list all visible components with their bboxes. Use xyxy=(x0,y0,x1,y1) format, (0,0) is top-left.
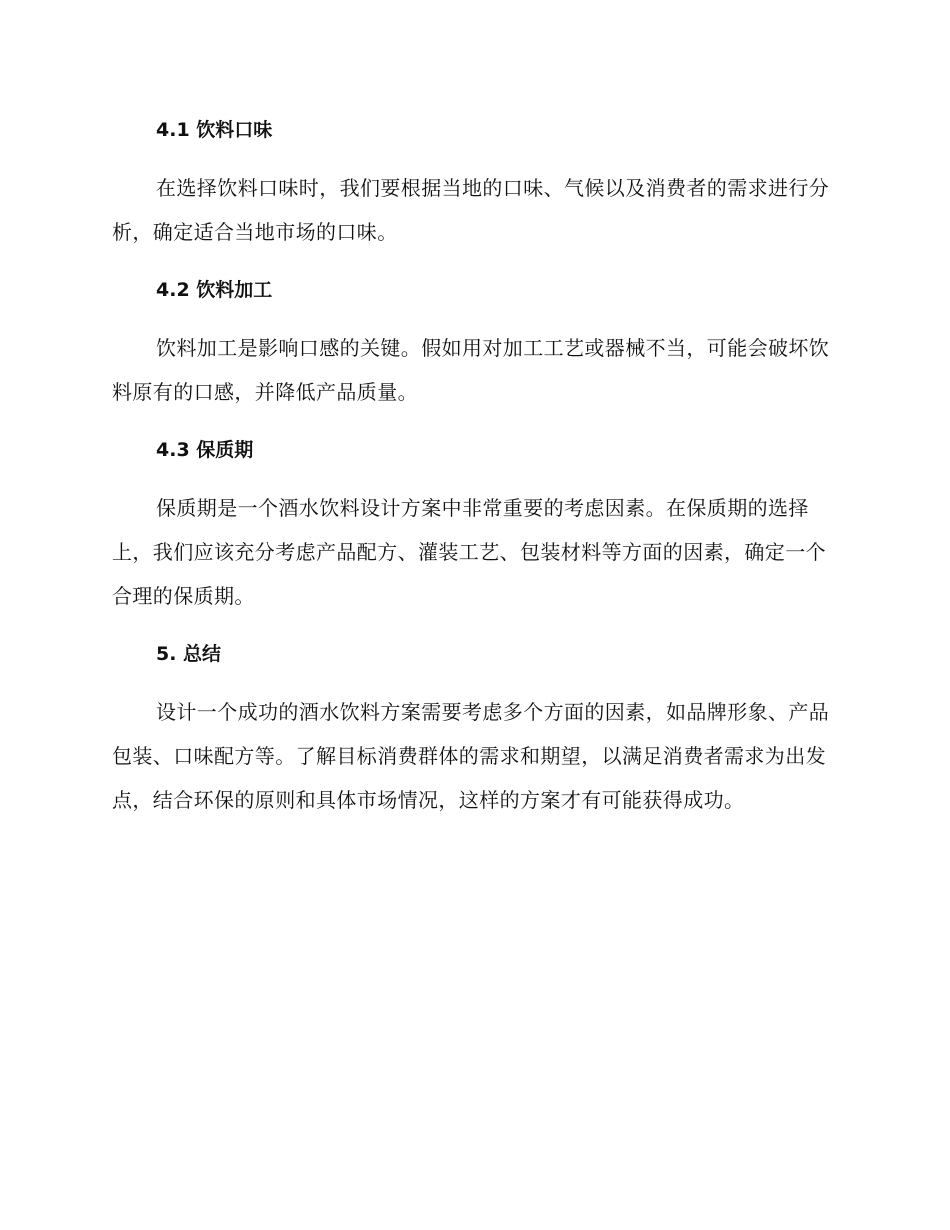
section-heading: 5. 总结 xyxy=(156,643,222,665)
section-heading: 4.2 饮料加工 xyxy=(156,279,273,301)
section-paragraph: 设计一个成功的酒水饮料方案需要考虑多个方面的因素，如品牌形象、产品包装、口味配方等。了解目标消费群体的需求和期望，以满足消费者需求为出发点，结合环保的原则和具体市场情况，这样的方案才有可能获得成功。 xyxy=(112,700,830,812)
section-flavor xyxy=(112,108,834,254)
section-shelf-life xyxy=(112,428,834,618)
section-heading: 4.3 保质期 xyxy=(156,439,254,461)
document-page xyxy=(112,108,834,836)
section-paragraph: 饮料加工是影响口感的关键。假如用对加工工艺或器械不当，可能会破坏饮料原有的口感，并降低产品质量。 xyxy=(112,336,830,404)
section-heading: 4.1 饮料口味 xyxy=(156,119,273,141)
section-processing xyxy=(112,268,834,414)
section-paragraph: 在选择饮料口味时，我们要根据当地的口味、气候以及消费者的需求进行分析，确定适合当地市场的口味。 xyxy=(112,176,830,244)
section-paragraph: 保质期是一个酒水饮料设计方案中非常重要的考虑因素。在保质期的选择上，我们应该充分考虑产品配方、灌装工艺、包装材料等方面的因素，确定一个合理的保质期。 xyxy=(112,496,826,608)
section-summary xyxy=(112,632,834,822)
